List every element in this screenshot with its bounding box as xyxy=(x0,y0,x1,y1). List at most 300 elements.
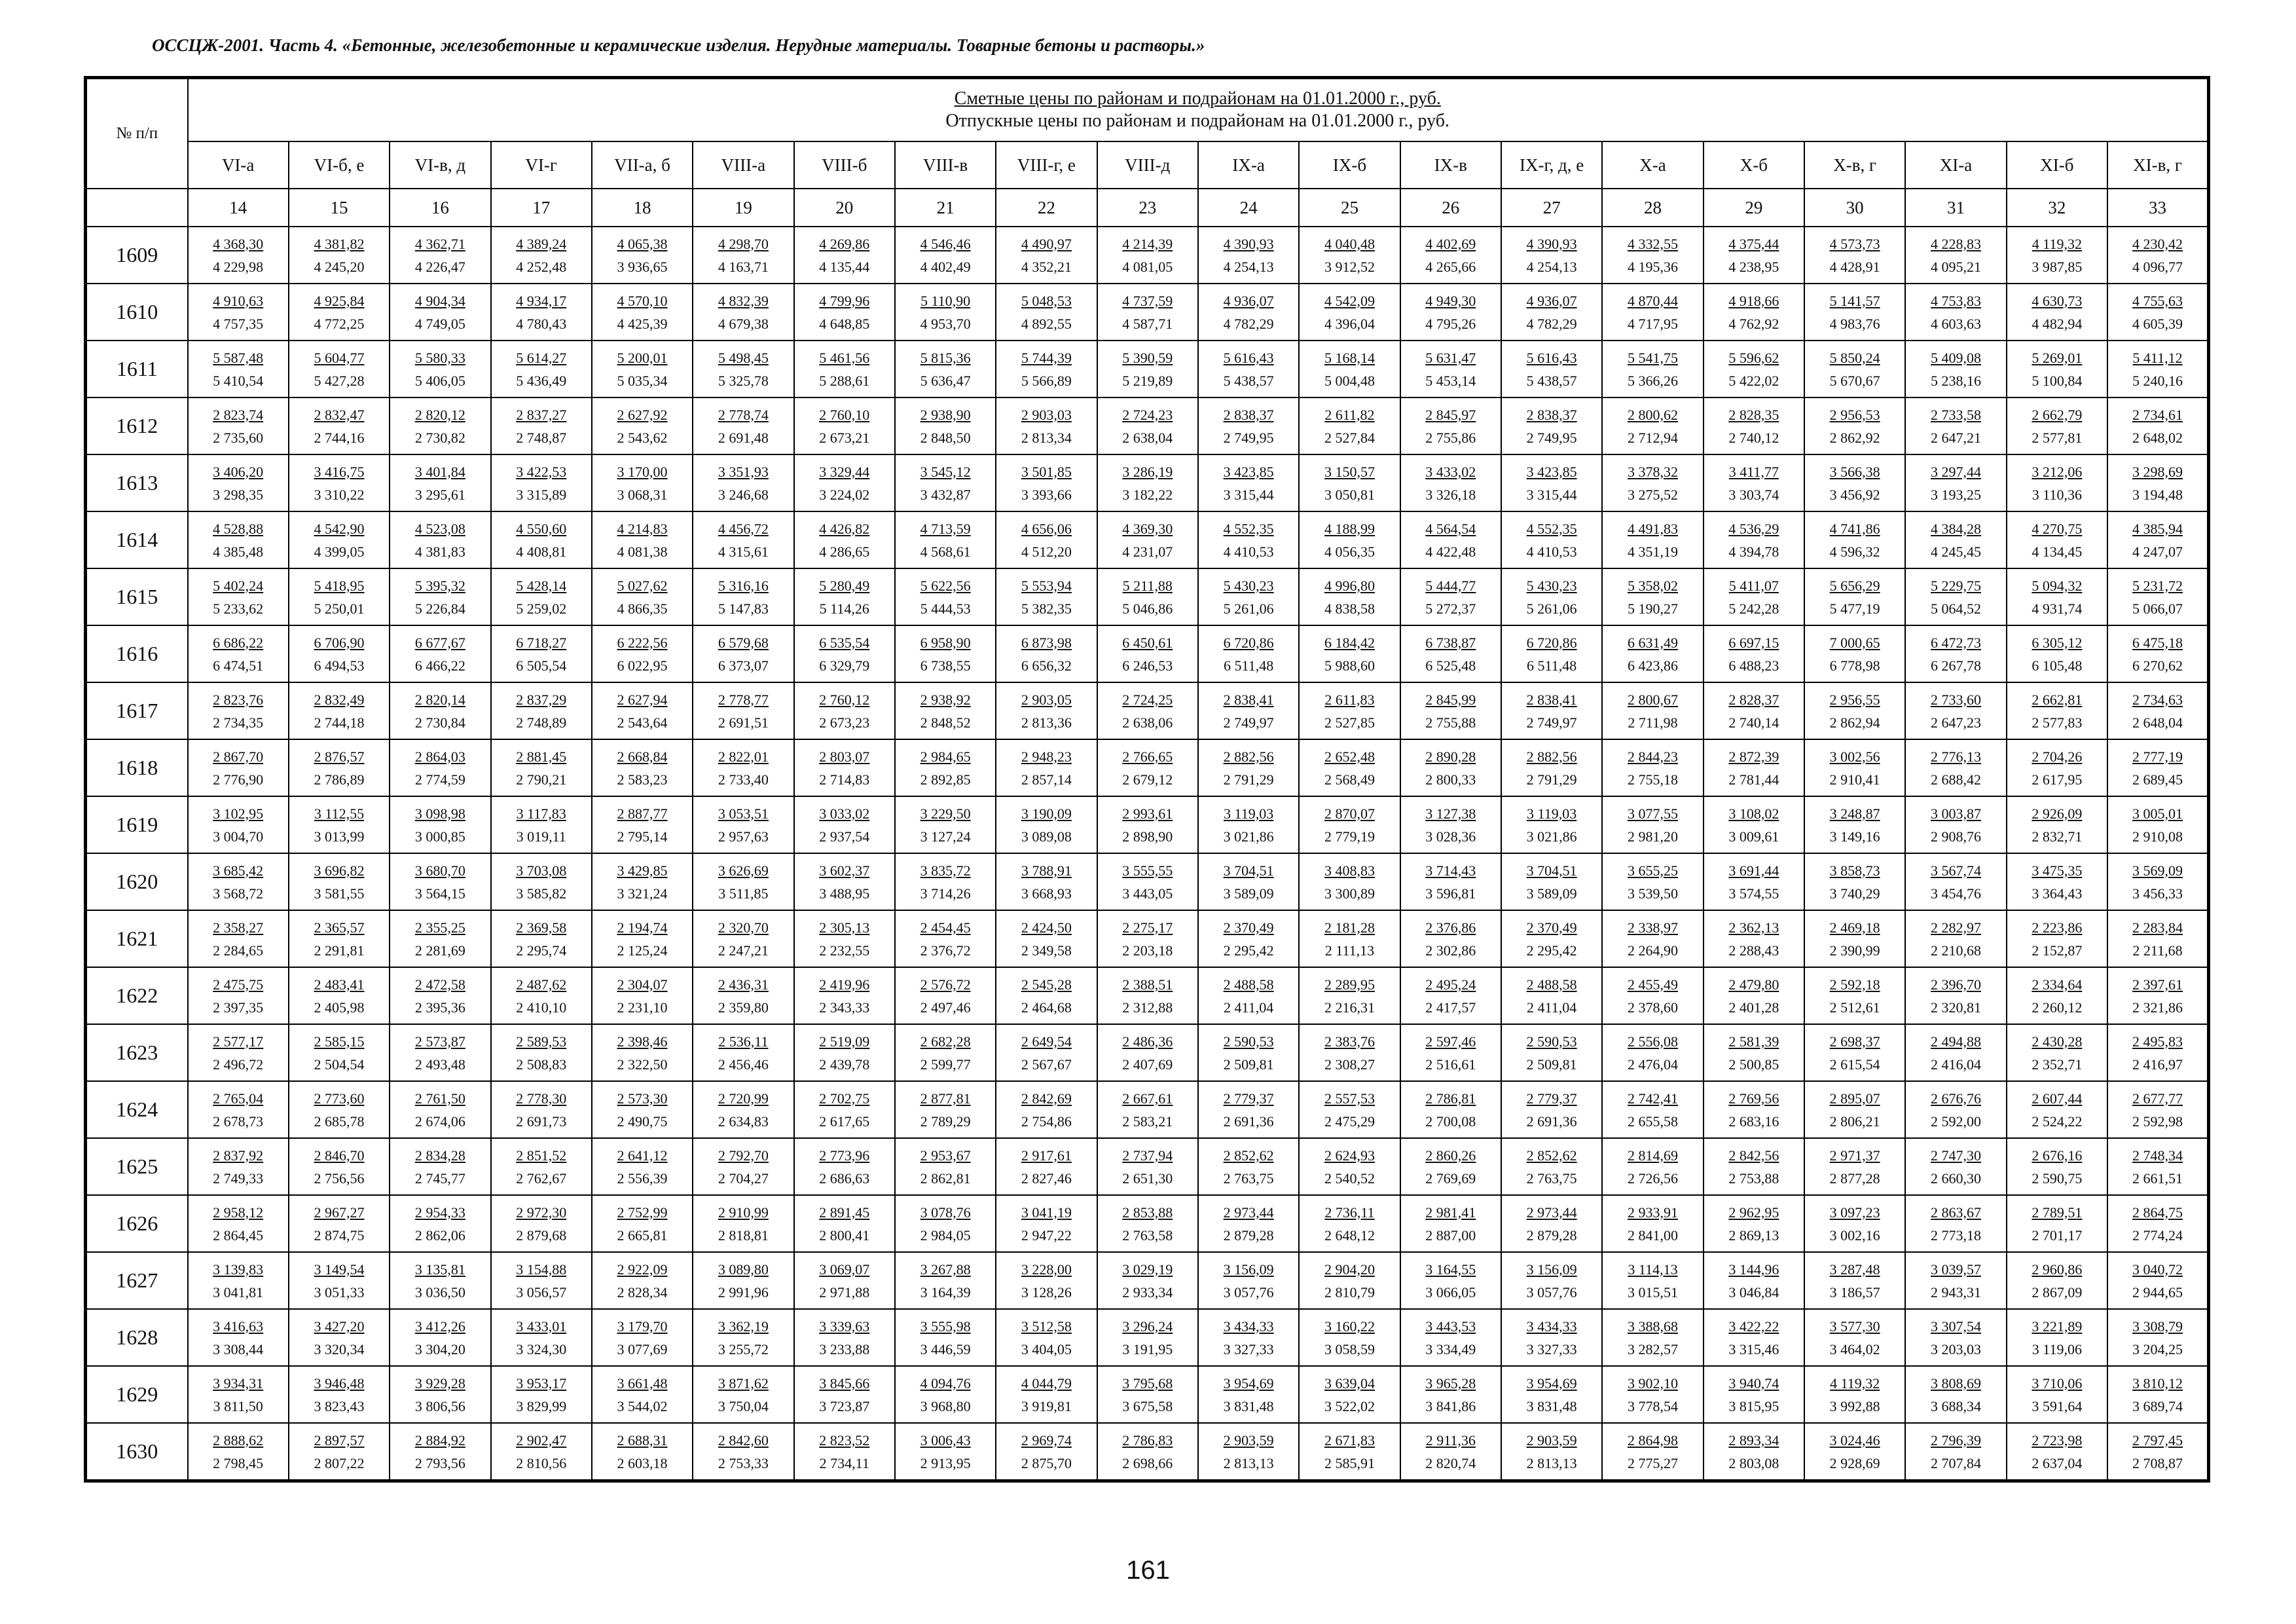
price-cell xyxy=(2107,1138,2208,1195)
price-cell xyxy=(895,967,996,1024)
estimate-price: 3 179,70 xyxy=(617,1318,668,1335)
estimate-price: 3 228,00 xyxy=(1021,1261,1072,1278)
estimate-price: 4 369,30 xyxy=(1122,520,1173,537)
estimate-price: 3 156,09 xyxy=(1526,1261,1577,1278)
release-price: 4 482,94 xyxy=(2032,315,2083,332)
price-cell xyxy=(794,967,895,1024)
release-price: 6 246,53 xyxy=(1122,657,1173,674)
release-price: 5 250,01 xyxy=(314,600,365,617)
estimate-price: 3 416,63 xyxy=(213,1318,264,1335)
release-price: 3 127,24 xyxy=(920,828,971,845)
estimate-price: 2 383,76 xyxy=(1324,1033,1375,1050)
estimate-price: 3 408,83 xyxy=(1324,862,1375,879)
price-cell xyxy=(1804,454,1905,511)
estimate-price: 2 773,60 xyxy=(314,1090,365,1107)
price-cell xyxy=(592,682,693,739)
price-cell xyxy=(1905,796,2006,853)
price-cell xyxy=(1905,568,2006,625)
estimate-price: 2 495,24 xyxy=(1425,976,1476,993)
release-price: 2 800,33 xyxy=(1425,771,1476,788)
release-price: 6 105,48 xyxy=(2032,657,2083,674)
release-price: 2 312,88 xyxy=(1122,999,1173,1016)
estimate-price: 2 557,53 xyxy=(1324,1090,1375,1107)
table-row xyxy=(86,1309,2209,1366)
estimate-price: 2 488,58 xyxy=(1526,976,1577,993)
price-cell xyxy=(2007,967,2107,1024)
release-price: 3 589,09 xyxy=(1526,885,1577,902)
price-cell xyxy=(491,1252,592,1309)
estimate-price: 5 358,02 xyxy=(1627,577,1678,594)
release-price: 2 583,21 xyxy=(1122,1113,1173,1130)
price-cell xyxy=(289,967,390,1024)
price-cell xyxy=(491,1423,592,1481)
release-price: 2 496,72 xyxy=(213,1056,264,1073)
release-price: 5 004,48 xyxy=(1324,372,1375,389)
estimate-price: 3 298,69 xyxy=(2132,463,2183,480)
release-price: 5 272,37 xyxy=(1425,600,1476,617)
estimate-price: 7 000,65 xyxy=(1829,634,1880,651)
price-cell xyxy=(1704,284,1804,341)
estimate-price: 2 903,05 xyxy=(1021,691,1072,708)
release-price: 2 638,04 xyxy=(1122,429,1173,446)
price-cell xyxy=(996,1366,1097,1423)
estimate-price: 2 737,94 xyxy=(1122,1147,1173,1164)
estimate-price: 2 828,35 xyxy=(1728,406,1779,423)
estimate-price: 2 984,65 xyxy=(920,748,971,765)
price-cell xyxy=(996,397,1097,454)
price-cell xyxy=(1905,1195,2006,1252)
release-price: 3 723,87 xyxy=(819,1397,870,1414)
estimate-price: 2 627,92 xyxy=(617,406,668,423)
price-cell xyxy=(592,341,693,397)
estimate-price: 2 455,49 xyxy=(1627,976,1678,993)
release-price: 2 740,12 xyxy=(1728,429,1779,446)
estimate-price: 2 698,37 xyxy=(1829,1033,1880,1050)
price-cell xyxy=(693,1366,793,1423)
release-price: 5 325,78 xyxy=(718,372,769,389)
estimate-price: 2 803,07 xyxy=(819,748,870,765)
release-price: 3 149,16 xyxy=(1829,828,1880,845)
region-header: X-б xyxy=(1704,141,1804,189)
price-cell xyxy=(2007,227,2107,284)
release-price: 2 411,04 xyxy=(1224,999,1274,1016)
release-price: 2 599,77 xyxy=(920,1056,971,1073)
price-cell xyxy=(1097,454,1198,511)
estimate-price: 2 852,62 xyxy=(1526,1147,1577,1164)
estimate-price: 2 597,46 xyxy=(1425,1033,1476,1050)
estimate-price: 2 424,50 xyxy=(1021,919,1072,936)
release-price: 2 509,81 xyxy=(1526,1056,1577,1073)
estimate-price: 2 882,56 xyxy=(1223,748,1274,765)
price-cell xyxy=(1704,1366,1804,1423)
release-price: 6 474,51 xyxy=(213,657,264,674)
release-price: 5 240,16 xyxy=(2132,372,2183,389)
price-cell xyxy=(2107,1252,2208,1309)
estimate-price: 2 519,09 xyxy=(819,1033,870,1050)
estimate-price: 2 765,04 xyxy=(213,1090,264,1107)
release-price: 2 577,83 xyxy=(2032,714,2083,731)
price-cell xyxy=(2107,341,2208,397)
price-cell xyxy=(1905,1138,2006,1195)
estimate-price: 3 845,66 xyxy=(819,1375,870,1392)
price-cell xyxy=(1400,341,1501,397)
price-cell xyxy=(2107,1423,2208,1481)
price-cell xyxy=(794,397,895,454)
price-cell xyxy=(1804,910,1905,967)
release-price: 3 004,70 xyxy=(213,828,264,845)
price-cell xyxy=(188,739,289,796)
release-price: 2 512,61 xyxy=(1829,999,1880,1016)
price-cell xyxy=(592,568,693,625)
release-price: 6 505,54 xyxy=(516,657,567,674)
release-price: 3 193,25 xyxy=(1931,486,1982,503)
release-price: 3 320,34 xyxy=(314,1340,365,1357)
price-cell xyxy=(1704,1024,1804,1081)
price-cell xyxy=(1804,967,1905,1024)
estimate-price: 2 369,58 xyxy=(516,919,567,936)
release-price: 3 574,55 xyxy=(1728,885,1779,902)
release-price: 3 596,81 xyxy=(1425,885,1476,902)
region-header: XI-в, г xyxy=(2107,141,2208,189)
region-header: VI-а xyxy=(188,141,289,189)
price-cell xyxy=(188,853,289,910)
release-price: 2 410,10 xyxy=(516,999,567,1016)
estimate-price: 2 972,30 xyxy=(516,1204,567,1221)
row-number: 1622 xyxy=(86,967,188,1024)
release-price: 3 581,55 xyxy=(314,885,365,902)
column-number: 26 xyxy=(1400,189,1501,227)
price-cell xyxy=(1198,1252,1299,1309)
price-cell xyxy=(693,910,793,967)
estimate-price: 2 760,10 xyxy=(819,406,870,423)
release-price: 2 892,85 xyxy=(920,771,971,788)
price-cell xyxy=(592,1423,693,1481)
release-price: 2 590,75 xyxy=(2032,1170,2083,1187)
estimate-price: 4 755,63 xyxy=(2132,292,2183,309)
release-price: 2 848,50 xyxy=(920,429,971,446)
price-cell xyxy=(2107,1195,2208,1252)
release-price: 4 866,35 xyxy=(617,600,668,617)
row-number: 1623 xyxy=(86,1024,188,1081)
column-number: 25 xyxy=(1299,189,1400,227)
release-price: 4 252,48 xyxy=(516,258,567,275)
estimate-price: 3 164,55 xyxy=(1425,1261,1476,1278)
price-cell xyxy=(1905,1309,2006,1366)
release-price: 2 726,56 xyxy=(1627,1170,1678,1187)
price-cell xyxy=(1602,568,1703,625)
release-price: 2 707,84 xyxy=(1931,1454,1982,1471)
estimate-price: 3 602,37 xyxy=(819,862,870,879)
estimate-price: 4 949,30 xyxy=(1425,292,1476,309)
release-price: 3 315,89 xyxy=(516,486,567,503)
release-price: 2 661,51 xyxy=(2132,1170,2183,1187)
release-price: 2 490,75 xyxy=(617,1113,668,1130)
table-row xyxy=(86,341,2209,397)
release-price: 5 190,27 xyxy=(1627,600,1678,617)
release-price: 3 315,44 xyxy=(1223,486,1274,503)
estimate-price: 2 820,12 xyxy=(414,406,465,423)
row-number: 1620 xyxy=(86,853,188,910)
estimate-price: 5 280,49 xyxy=(819,577,870,594)
release-price: 4 096,77 xyxy=(2132,258,2183,275)
estimate-price: 3 351,93 xyxy=(718,463,769,480)
estimate-price: 2 792,70 xyxy=(718,1147,769,1164)
price-cell xyxy=(491,682,592,739)
estimate-price: 6 579,68 xyxy=(718,634,769,651)
release-price: 2 734,11 xyxy=(819,1454,869,1471)
price-cell xyxy=(1097,796,1198,853)
estimate-price: 3 362,19 xyxy=(718,1318,769,1335)
price-cell xyxy=(693,1252,793,1309)
estimate-price: 2 282,97 xyxy=(1931,919,1982,936)
price-cell xyxy=(1804,1138,1905,1195)
release-price: 2 390,99 xyxy=(1829,942,1880,959)
release-price: 3 255,72 xyxy=(718,1340,769,1357)
release-price: 2 685,78 xyxy=(314,1113,365,1130)
price-cell xyxy=(693,1138,793,1195)
release-price: 5 261,06 xyxy=(1526,600,1577,617)
price-cell xyxy=(2007,625,2107,682)
estimate-price: 6 873,98 xyxy=(1021,634,1072,651)
estimate-price: 2 800,62 xyxy=(1627,406,1678,423)
estimate-price: 2 888,62 xyxy=(213,1431,264,1449)
estimate-price: 3 512,58 xyxy=(1021,1318,1072,1335)
estimate-price: 2 624,93 xyxy=(1324,1147,1375,1164)
estimate-price: 3 114,13 xyxy=(1628,1261,1678,1278)
estimate-price: 3 680,70 xyxy=(414,862,465,879)
num-header: № п/п xyxy=(86,78,188,189)
price-cell xyxy=(289,1195,390,1252)
price-cell xyxy=(1299,511,1400,568)
release-price: 2 673,23 xyxy=(819,714,870,731)
price-cell xyxy=(390,739,490,796)
release-price: 2 647,23 xyxy=(1931,714,1982,731)
price-cell xyxy=(592,227,693,284)
estimate-price: 2 903,03 xyxy=(1021,406,1072,423)
price-cell xyxy=(188,796,289,853)
estimate-price: 4 270,75 xyxy=(2032,520,2083,537)
release-price: 3 456,92 xyxy=(1829,486,1880,503)
estimate-price: 3 411,77 xyxy=(1728,463,1779,480)
price-cell xyxy=(1501,1195,1602,1252)
release-price: 3 831,48 xyxy=(1223,1397,1274,1414)
release-price: 2 781,44 xyxy=(1728,771,1779,788)
release-price: 2 585,91 xyxy=(1324,1454,1375,1471)
estimate-price: 2 938,92 xyxy=(920,691,971,708)
estimate-price: 3 053,51 xyxy=(718,805,769,822)
release-price: 4 399,05 xyxy=(314,543,365,560)
release-price: 2 740,14 xyxy=(1728,714,1779,731)
release-price: 3 585,82 xyxy=(516,885,567,902)
release-price: 5 636,47 xyxy=(920,372,971,389)
release-price: 2 733,40 xyxy=(718,771,769,788)
release-price: 2 698,66 xyxy=(1122,1454,1173,1471)
release-price: 4 782,29 xyxy=(1223,315,1274,332)
region-header: VIII-б xyxy=(794,141,895,189)
estimate-price: 3 714,43 xyxy=(1425,862,1476,879)
release-price: 3 310,22 xyxy=(314,486,365,503)
release-price: 4 568,61 xyxy=(920,543,971,560)
estimate-price: 2 853,88 xyxy=(1122,1204,1173,1221)
estimate-price: 3 655,25 xyxy=(1627,862,1678,879)
estimate-price: 3 422,53 xyxy=(516,463,567,480)
estimate-price: 4 490,97 xyxy=(1021,235,1072,252)
estimate-price: 2 545,28 xyxy=(1021,976,1072,993)
table-row xyxy=(86,227,2209,284)
release-price: 2 125,24 xyxy=(617,942,668,959)
price-cell xyxy=(996,511,1097,568)
estimate-price: 3 433,02 xyxy=(1425,463,1476,480)
estimate-price: 2 863,67 xyxy=(1931,1204,1982,1221)
release-price: 3 194,48 xyxy=(2132,486,2183,503)
price-cell xyxy=(794,1138,895,1195)
price-cell xyxy=(1299,1366,1400,1423)
estimate-price: 3 710,06 xyxy=(2032,1375,2083,1392)
row-number: 1611 xyxy=(86,341,188,397)
price-cell xyxy=(592,1195,693,1252)
release-price: 4 410,53 xyxy=(1223,543,1274,560)
price-cell xyxy=(592,454,693,511)
release-price: 2 617,95 xyxy=(2032,771,2083,788)
price-cell xyxy=(1299,853,1400,910)
release-price: 4 717,95 xyxy=(1627,315,1678,332)
price-cell xyxy=(693,1309,793,1366)
estimate-price: 3 002,56 xyxy=(1829,748,1880,765)
price-cell xyxy=(1704,1423,1804,1481)
estimate-price: 2 223,86 xyxy=(2032,919,2083,936)
estimate-price: 2 702,75 xyxy=(819,1090,870,1107)
estimate-price: 5 411,07 xyxy=(1728,577,1779,594)
release-price: 3 275,52 xyxy=(1627,486,1678,503)
price-cell xyxy=(2107,1366,2208,1423)
price-cell xyxy=(1198,568,1299,625)
release-price: 2 937,54 xyxy=(819,828,870,845)
release-price: 4 396,04 xyxy=(1324,315,1375,332)
price-cell xyxy=(895,853,996,910)
estimate-price: 5 141,57 xyxy=(1829,292,1880,309)
price-cell xyxy=(1198,853,1299,910)
estimate-price: 2 662,81 xyxy=(2032,691,2083,708)
release-price: 5 422,02 xyxy=(1728,372,1779,389)
price-cell xyxy=(1704,454,1804,511)
release-price: 2 651,30 xyxy=(1122,1170,1173,1187)
release-price: 2 674,06 xyxy=(414,1113,465,1130)
price-cell xyxy=(491,511,592,568)
estimate-price: 5 587,48 xyxy=(213,349,264,366)
release-price: 2 295,74 xyxy=(516,942,567,959)
release-price: 2 476,04 xyxy=(1627,1056,1678,1073)
region-header: X-а xyxy=(1602,141,1703,189)
release-price: 2 308,27 xyxy=(1324,1056,1375,1073)
column-number: 33 xyxy=(2107,189,2208,227)
price-cell xyxy=(996,1423,1097,1481)
release-price: 2 493,48 xyxy=(414,1056,465,1073)
price-cell xyxy=(693,397,793,454)
column-number: 27 xyxy=(1501,189,1602,227)
estimate-price: 2 779,37 xyxy=(1526,1090,1577,1107)
estimate-price: 3 221,89 xyxy=(2032,1318,2083,1335)
release-price: 2 748,87 xyxy=(516,429,567,446)
release-price: 2 111,13 xyxy=(1324,942,1375,959)
estimate-price: 2 724,23 xyxy=(1122,406,1173,423)
estimate-price: 2 903,59 xyxy=(1223,1431,1274,1449)
estimate-price: 2 398,46 xyxy=(617,1033,668,1050)
estimate-price: 2 627,94 xyxy=(617,691,668,708)
release-price: 2 862,81 xyxy=(920,1170,971,1187)
price-cell xyxy=(188,625,289,682)
estimate-price: 2 396,70 xyxy=(1931,976,1982,993)
release-price: 3 066,05 xyxy=(1425,1283,1476,1301)
estimate-price: 2 956,53 xyxy=(1829,406,1880,423)
table-row xyxy=(86,682,2209,739)
price-cell xyxy=(2007,1138,2107,1195)
estimate-price: 2 796,39 xyxy=(1931,1431,1982,1449)
estimate-price: 2 823,76 xyxy=(213,691,264,708)
release-price: 3 224,02 xyxy=(819,486,870,503)
price-cell xyxy=(390,682,490,739)
release-price: 2 874,75 xyxy=(314,1227,365,1244)
release-price: 2 524,22 xyxy=(2032,1113,2083,1130)
estimate-price: 4 368,30 xyxy=(213,235,264,252)
release-price: 2 712,94 xyxy=(1627,429,1678,446)
release-price: 4 587,71 xyxy=(1122,315,1173,332)
price-cell xyxy=(794,1252,895,1309)
price-table xyxy=(84,76,2210,1483)
row-number: 1629 xyxy=(86,1366,188,1423)
region-header: VI-в, д xyxy=(390,141,490,189)
release-price: 5 100,84 xyxy=(2032,372,2083,389)
release-price: 5 436,49 xyxy=(516,372,567,389)
release-price: 2 320,81 xyxy=(1931,999,1982,1016)
price-cell xyxy=(1097,1138,1198,1195)
release-price: 3 119,06 xyxy=(2032,1340,2082,1357)
release-price: 2 749,95 xyxy=(1526,429,1577,446)
release-price: 2 638,06 xyxy=(1122,714,1173,731)
price-cell xyxy=(592,739,693,796)
release-price: 5 382,35 xyxy=(1021,600,1072,617)
release-price: 2 827,46 xyxy=(1021,1170,1072,1187)
release-price: 5 064,52 xyxy=(1931,600,1982,617)
release-price: 2 416,04 xyxy=(1931,1056,1982,1073)
release-price: 2 869,13 xyxy=(1728,1227,1779,1244)
release-price: 2 749,95 xyxy=(1223,429,1274,446)
release-price: 2 818,81 xyxy=(718,1227,769,1244)
column-number: 28 xyxy=(1602,189,1703,227)
price-cell xyxy=(2107,1081,2208,1138)
estimate-price: 4 536,29 xyxy=(1728,520,1779,537)
price-cell xyxy=(188,1366,289,1423)
estimate-price: 4 546,46 xyxy=(920,235,971,252)
estimate-price: 3 566,38 xyxy=(1829,463,1880,480)
price-cell xyxy=(491,284,592,341)
release-price: 3 326,18 xyxy=(1425,486,1476,503)
estimate-price: 4 870,44 xyxy=(1627,292,1678,309)
estimate-price: 2 370,49 xyxy=(1223,919,1274,936)
release-price: 2 753,88 xyxy=(1728,1170,1779,1187)
estimate-price: 3 858,73 xyxy=(1829,862,1880,879)
release-price: 2 583,23 xyxy=(617,771,668,788)
estimate-price: 2 837,92 xyxy=(213,1147,264,1164)
estimate-price: 3 039,57 xyxy=(1931,1261,1982,1278)
price-cell xyxy=(1097,397,1198,454)
release-price: 3 308,44 xyxy=(213,1340,264,1357)
price-cell xyxy=(996,1081,1097,1138)
release-price: 3 539,50 xyxy=(1627,885,1678,902)
price-cell xyxy=(1704,796,1804,853)
release-price: 2 947,22 xyxy=(1021,1227,1072,1244)
estimate-price: 6 738,87 xyxy=(1425,634,1476,651)
estimate-price: 2 933,91 xyxy=(1627,1204,1678,1221)
